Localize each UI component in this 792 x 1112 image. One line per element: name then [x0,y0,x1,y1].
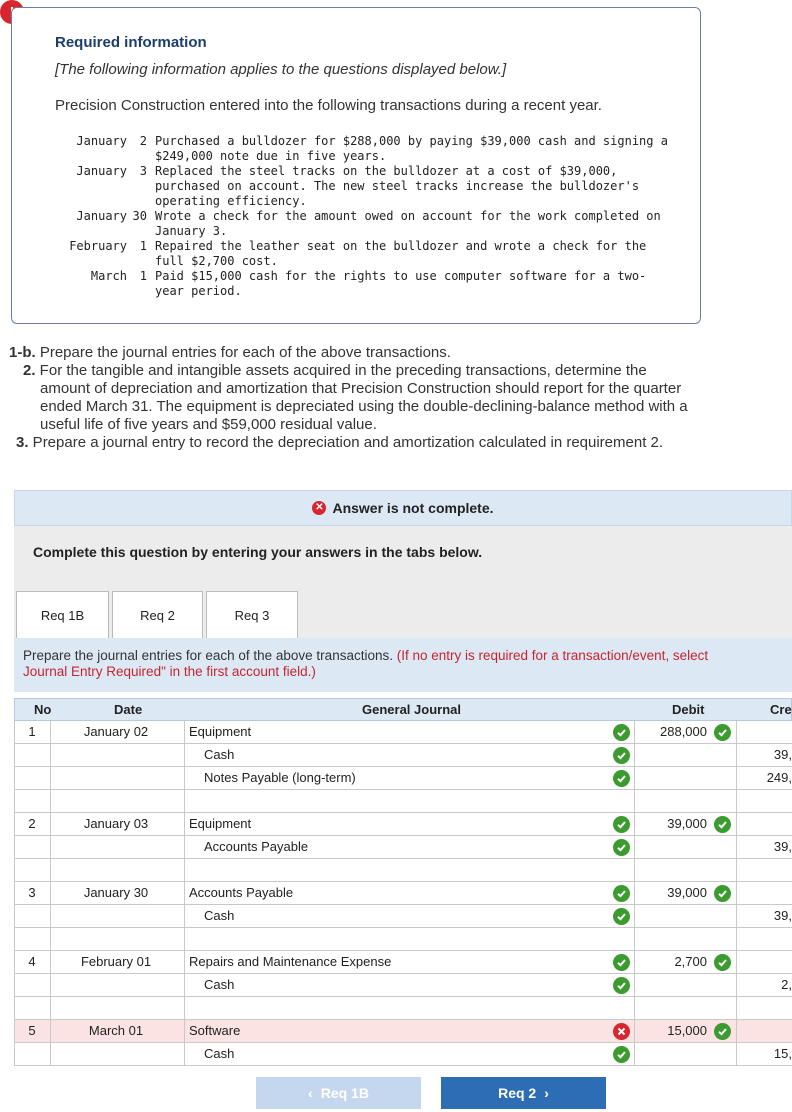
transaction-month: March [90,269,127,283]
entry-number [14,790,50,813]
credit-field[interactable]: 39, [773,747,792,762]
question-2: 2. For the tangible and intangible assets acquired in the preceding transactions, determine the amount of depreciation and amortization that Precision Construction should report for the quarter ended March 31. The equipment is depreciated using the double-declining-balance method with a useful life of five years and $59,000 residual value. [23,362,688,433]
debit-field[interactable]: 2,700 [674,954,707,969]
credit-field[interactable]: 249, [766,770,792,785]
debit-field[interactable] [634,928,707,951]
account-field[interactable]: Cash [204,1046,235,1061]
account-field[interactable]: Software [189,1023,241,1038]
check-icon [613,839,630,856]
credit-field[interactable]: 39, [773,908,792,923]
account-field[interactable]: Equipment [189,724,252,739]
transaction-text: full $2,700 cost. [155,254,278,268]
table-row [14,836,792,859]
tabs-instruction-panel: Complete this question by entering your answers in the tabs below. [14,526,792,583]
account-field[interactable] [189,790,589,813]
account-field[interactable] [189,859,589,882]
transaction-day: 1 [139,269,147,283]
entry-date[interactable] [72,790,160,813]
entry-date[interactable]: March 01 [88,1023,144,1038]
table-row [14,721,792,744]
entry-date[interactable] [72,997,160,1020]
credit-field[interactable]: 2, [781,977,792,992]
debit-field[interactable]: 288,000 [660,724,707,739]
account-field[interactable]: Accounts Payable [189,885,294,900]
account-field[interactable]: Repairs and Maintenance Expense [189,954,392,969]
entry-date[interactable] [72,928,160,951]
table-row [14,882,792,905]
account-field[interactable] [189,997,589,1020]
entry-number [14,974,50,997]
chevron-right-icon: › [544,1085,549,1101]
next-req-button[interactable]: Req 2 › [441,1077,606,1109]
debit-field[interactable] [634,997,707,1020]
account-field[interactable]: Cash [204,747,235,762]
entry-number [14,744,50,767]
account-field[interactable]: Cash [204,977,235,992]
check-icon [613,908,630,925]
debit-field[interactable] [634,859,707,882]
entry-date[interactable] [72,974,160,997]
error-x-icon: ✕ [312,501,326,515]
transaction-month: January [76,209,127,223]
grid-line [14,721,15,1066]
header-general-journal: General Journal [362,702,461,717]
entry-number: 5 [28,1023,36,1038]
check-icon [714,954,731,971]
account-field[interactable]: Accounts Payable [204,839,309,854]
credit-field[interactable] [744,997,792,1020]
transaction-month: January [76,134,127,148]
check-icon [613,816,630,833]
entry-date[interactable] [72,905,160,928]
chevron-left-icon: ‹ [308,1085,313,1101]
transaction-day: 30 [132,209,147,223]
credit-field[interactable]: 39, [773,839,792,854]
table-row [14,744,792,767]
entry-date[interactable] [72,836,160,859]
grid-line [736,721,737,1066]
required-information-box [11,7,701,324]
tab-req-2[interactable]: Req 2 [112,591,203,638]
debit-field[interactable] [634,744,707,767]
grid-line [634,721,635,1066]
table-row [14,905,792,928]
check-icon [613,977,630,994]
transaction-text: Repaired the leather seat on the bulldozer and wrote a check for the [155,239,647,253]
account-field[interactable]: Equipment [189,816,252,831]
check-icon [613,954,630,971]
transaction-month: February [69,239,127,253]
tab-req-1b[interactable]: Req 1B [16,591,109,638]
debit-field[interactable]: 39,000 [667,885,707,900]
info-intro: Precision Construction entered into the following transactions during a recent year. [55,97,602,114]
entry-date[interactable]: January 03 [83,816,149,831]
debit-field[interactable] [634,974,707,997]
transaction-text: January 3. [155,224,228,238]
table-row [14,790,792,813]
entry-number: 4 [28,954,36,969]
transaction-text: operating efficiency. [155,194,307,208]
credit-field[interactable] [744,859,792,882]
grid-line [50,721,51,1066]
debit-field[interactable]: 15,000 [667,1023,707,1038]
check-icon [613,724,630,741]
table-row [14,951,792,974]
table-row [14,974,792,997]
entry-number [14,997,50,1020]
journal-instruction: Prepare the journal entries for each of the above transactions. (If no entry is required for a transaction/event, select Journal Entry Required" in the first account field.) [14,638,792,692]
debit-field[interactable] [634,767,707,790]
info-title: Required information [55,34,207,51]
check-icon [714,1023,731,1040]
entry-date[interactable] [72,1043,160,1066]
debit-field[interactable] [634,1043,707,1066]
questions [9,344,784,452]
table-row [14,1043,792,1066]
entry-number [14,767,50,790]
tab-req-3[interactable]: Req 3 [206,591,298,638]
credit-field[interactable] [744,928,792,951]
entry-date[interactable] [72,744,160,767]
transaction-text: Wrote a check for the amount owed on account for the work completed on [155,209,661,223]
check-icon [714,885,731,902]
check-icon [714,724,731,741]
transaction-day: 3 [139,164,147,178]
answer-status-banner: ✕ Answer is not complete. [14,490,792,526]
table-row [14,767,792,790]
table-row [14,1020,792,1043]
header-credit: Cre [770,702,792,717]
check-icon [613,747,630,764]
journal-header [14,698,792,721]
transaction-text: purchased on account. The new steel tracks increase the bulldozer's [155,179,640,193]
entry-number [14,905,50,928]
table-row [14,997,792,1020]
question-3: 3. Prepare a journal entry to record the depreciation and amortization calculated in requirement 2. [16,434,664,451]
debit-field[interactable]: 39,000 [667,816,707,831]
account-field[interactable]: Notes Payable (long-term) [204,770,356,785]
entry-date[interactable]: January 30 [83,885,149,900]
credit-field[interactable] [744,951,792,974]
debit-field[interactable] [634,905,707,928]
transaction-text: Replaced the steel tracks on the bulldozer at a cost of $39,000, [155,164,618,178]
entry-date[interactable]: January 02 [83,724,149,739]
credit-field[interactable] [744,813,792,836]
entry-date[interactable]: February 01 [80,954,152,969]
check-icon [613,885,630,902]
debit-field[interactable] [634,790,707,813]
transaction-day: 2 [139,134,147,148]
table-row [14,813,792,836]
entry-number [14,836,50,859]
transaction-text: $249,000 note due in five years. [155,149,387,163]
account-field[interactable] [189,928,589,951]
credit-field[interactable] [744,882,792,905]
credit-field[interactable]: 15, [773,1046,792,1061]
entry-number [14,928,50,951]
transaction-month: January [76,164,127,178]
question-1b: 1-b. Prepare the journal entries for each of the above transactions. [9,344,451,361]
entry-date[interactable] [72,859,160,882]
header-no: No [34,702,52,717]
transaction-text: Purchased a bulldozer for $288,000 by paying $39,000 cash and signing a [155,134,668,148]
check-icon [613,770,630,787]
entry-number: 3 [28,885,36,900]
grid-line [184,721,185,1066]
transaction-text: year period. [155,284,242,298]
header-debit: Debit [672,702,705,717]
entry-number [14,1043,50,1066]
credit-field[interactable] [744,790,792,813]
entry-number [14,859,50,882]
table-row [14,859,792,882]
credit-field[interactable] [744,1020,792,1043]
tabs-row [14,583,792,638]
transaction-text: Paid $15,000 cash for the rights to use computer software for a two- [155,269,647,283]
account-field[interactable]: Cash [204,908,235,923]
header-date: Date [114,702,143,717]
entry-number: 1 [28,724,36,739]
prev-req-button[interactable]: ‹ Req 1B [256,1077,421,1109]
check-icon [714,816,731,833]
debit-field[interactable] [634,836,707,859]
check-icon [613,1046,630,1063]
error-x-icon [613,1023,630,1040]
entry-number: 2 [28,816,36,831]
transaction-day: 1 [139,239,147,253]
info-note: [The following information applies to the questions displayed below.] [55,61,507,78]
table-row [14,928,792,951]
entry-date[interactable] [72,767,160,790]
credit-field[interactable] [744,721,792,744]
